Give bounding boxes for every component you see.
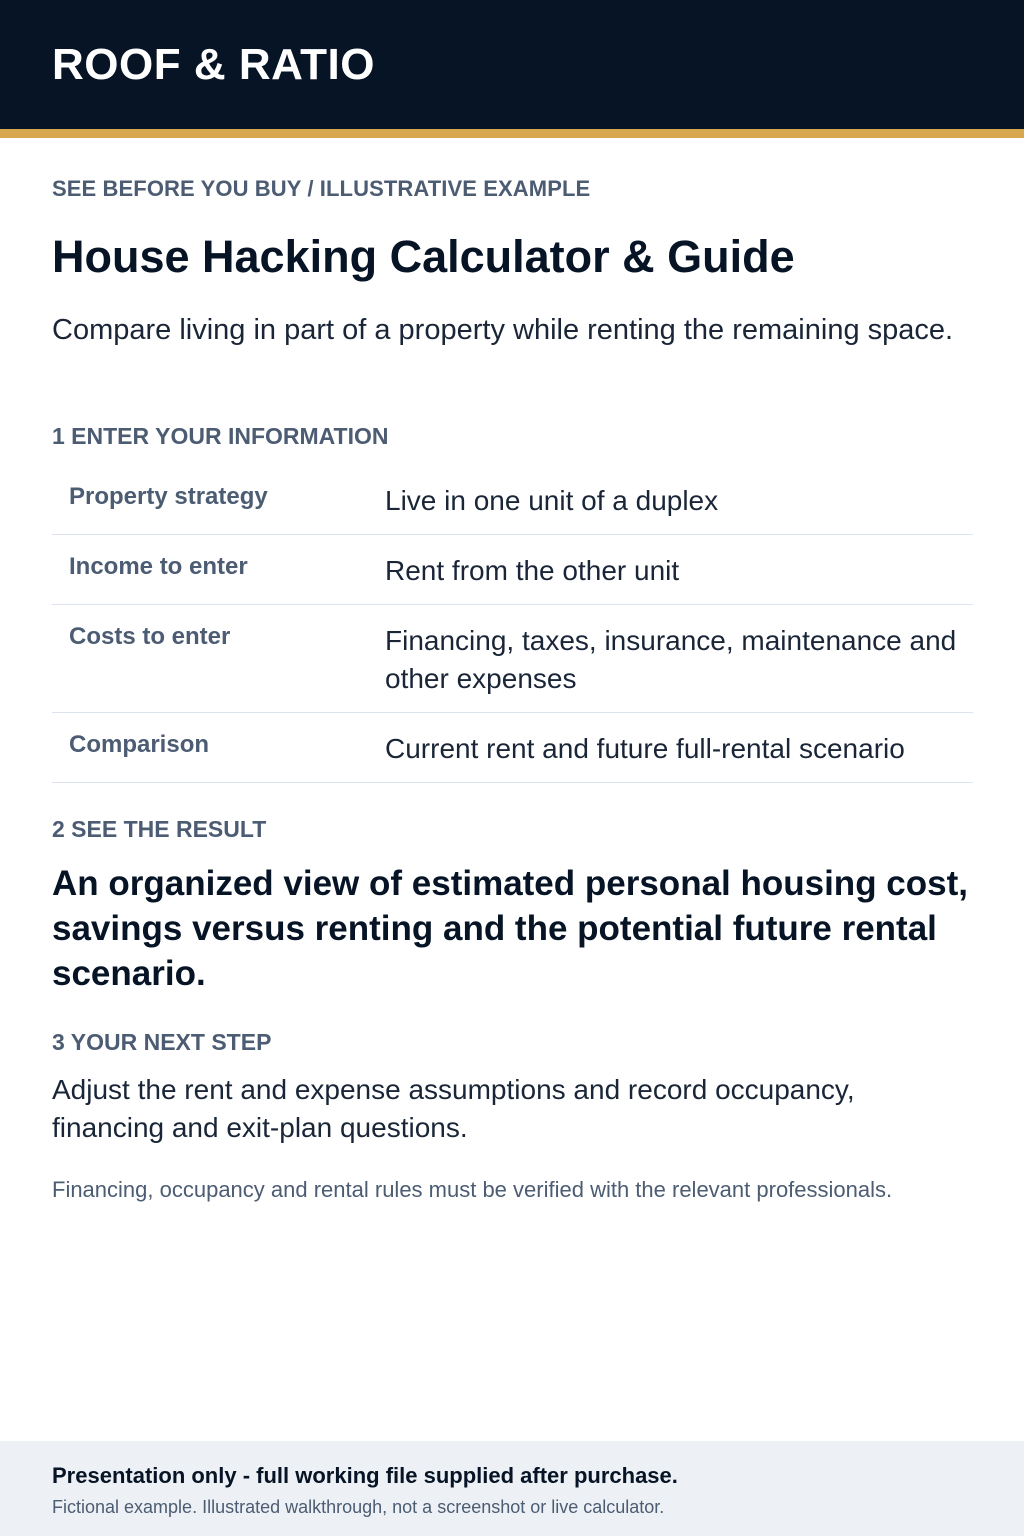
costs-value: Financing, taxes, insurance, maintenance and other expenses — [385, 625, 957, 694]
income-label: Income to enter — [69, 553, 248, 580]
accent-divider — [0, 129, 1024, 138]
step-3-label: 3 YOUR NEXT STEP — [52, 1029, 272, 1055]
footer-fictional-note: Fictional example. Illustrated walkthrough, not a screenshot or live calculator. — [52, 1497, 665, 1517]
income-value: Rent from the other unit — [385, 555, 680, 586]
property-strategy-label: Property strategy — [69, 483, 268, 510]
verification-disclaimer: Financing, occupancy and rental rules must be verified with the relevant professionals. — [52, 1177, 893, 1202]
site-header — [0, 0, 1024, 129]
property-strategy-value: Live in one unit of a duplex — [385, 485, 719, 516]
page-title: House Hacking Calculator & Guide — [52, 231, 795, 282]
information-table — [52, 465, 973, 783]
next-step-text: Adjust the rent and expense assumptions and record occupancy, financing and exit-plan questions. — [52, 1074, 855, 1143]
footer-purchase-note: Presentation only - full working file supplied after purchase. — [52, 1463, 678, 1488]
table-row — [52, 713, 973, 783]
step-1-label: 1 ENTER YOUR INFORMATION — [52, 423, 389, 449]
breadcrumb-eyebrow: SEE BEFORE YOU BUY / ILLUSTRATIVE EXAMPLE — [52, 176, 591, 201]
table-row — [52, 605, 973, 713]
table-row — [52, 535, 973, 605]
step-2-label: 2 SEE THE RESULT — [52, 816, 267, 842]
result-summary: An organized view of estimated personal housing cost, savings versus renting and the potential future rental scenario. — [52, 864, 968, 993]
page-intro: Compare living in part of a property while renting the remaining space. — [52, 314, 954, 346]
table-row — [52, 465, 973, 535]
comparison-label: Comparison — [69, 731, 210, 758]
costs-label: Costs to enter — [69, 623, 231, 650]
presentation-footer — [0, 1441, 1024, 1536]
comparison-value: Current rent and future full-rental scenario — [385, 733, 905, 764]
brand-logo-text: ROOF & RATIO — [52, 40, 375, 89]
